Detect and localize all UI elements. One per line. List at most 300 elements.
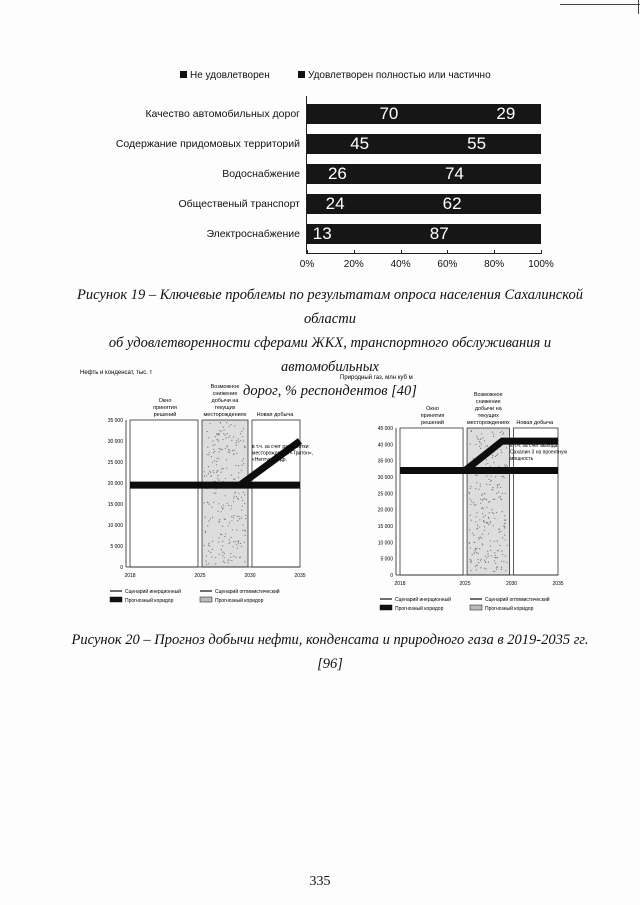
zone-label: Окно [158,398,172,404]
texture-dot [484,440,485,441]
texture-dot [481,495,482,496]
texture-dot [469,542,470,543]
caption-line: Рисунок 20 – Прогноз добычи нефти, конденсата и природного газа в 2019-2035 гг. [96] [71,632,589,672]
texture-dot [222,541,223,542]
texture-dot [223,427,224,428]
texture-dot [498,491,499,492]
texture-dot [209,471,210,472]
texture-dot [242,436,243,437]
texture-dot [211,507,212,508]
texture-dot [207,525,208,526]
texture-dot [476,552,477,553]
texture-dot [507,545,508,546]
y-axis-line [306,96,307,254]
chart-title: Нефть и конденсат, тыс. т [80,370,153,376]
texture-dot [480,486,481,487]
texture-dot [208,545,209,546]
texture-dot [207,447,208,448]
texture-dot [245,447,246,448]
bar-category-label: Качество автомобильных дорог [145,108,300,120]
texture-dot [471,560,472,561]
texture-dot [243,463,244,464]
y-tick-label: 30 000 [107,439,123,445]
texture-dot [230,553,231,554]
texture-dot [480,559,481,560]
texture-dot [238,472,239,473]
texture-dot [231,520,232,521]
texture-dot [476,482,477,483]
texture-dot [480,484,481,485]
texture-dot [492,489,493,490]
texture-dot [497,484,498,485]
texture-dot [497,550,498,551]
texture-dot [218,537,219,538]
y-tick-label: 25 000 [107,460,123,466]
texture-dot [208,473,209,474]
texture-dot [481,444,482,445]
texture-dot [233,556,234,557]
y-tick-label: 0 [390,573,393,579]
texture-dot [222,508,223,509]
texture-dot [228,559,229,560]
texture-dot [501,567,502,568]
zone-label: Новая добыча [256,412,294,418]
texture-dot [492,432,493,433]
texture-dot [493,513,494,514]
texture-dot [470,504,471,505]
texture-dot [230,424,231,425]
texture-dot [498,466,499,467]
texture-dot [217,458,218,459]
texture-dot [203,502,204,503]
texture-dot [480,448,481,449]
texture-dot [227,433,228,434]
zone-label: добычи на [474,406,502,412]
texture-dot [505,493,506,494]
bar-segment-satisfied: 62 [442,194,462,213]
texture-dot [219,451,220,452]
texture-dot [214,460,215,461]
texture-dot [216,439,217,440]
texture-dot [220,422,221,423]
texture-dot [208,520,209,521]
texture-dot [476,569,477,570]
texture-dot [471,520,472,521]
zone-label: добычи на [211,398,239,404]
texture-dot [208,452,209,453]
texture-dot [479,548,480,549]
texture-dot [493,499,494,500]
texture-dot [233,517,234,518]
texture-dot [497,541,498,542]
texture-dot [219,448,220,449]
texture-dot [492,512,493,513]
texture-dot [481,537,482,538]
texture-dot [228,426,229,427]
zone-label: решений [421,420,444,426]
bar-segment-satisfied: 74 [444,164,464,183]
texture-dot [489,512,490,513]
texture-dot [213,452,214,453]
legend-swatch [200,597,212,602]
texture-dot [494,518,495,519]
texture-dot [504,527,505,528]
legend-label: Сценарий оптимистический [215,589,280,595]
zone-decision-window [400,428,463,575]
texture-dot [492,457,493,458]
texture-dot [502,493,503,494]
texture-dot [222,555,223,556]
texture-dot [224,557,225,558]
texture-dot [501,499,502,500]
texture-dot [214,451,215,452]
texture-dot [219,554,220,555]
texture-dot [232,529,233,530]
texture-dot [477,559,478,560]
bar [307,194,541,214]
texture-dot [493,434,494,435]
texture-dot [494,560,495,561]
chart-annotation: «Нептун» и др. [252,457,287,463]
bar-segment-not-satisfied: 45 [350,134,370,153]
texture-dot [221,472,222,473]
texture-dot [483,508,484,509]
texture-dot [475,488,476,489]
texture-dot [232,450,233,451]
texture-dot [485,556,486,557]
texture-dot [241,546,242,547]
texture-dot [235,541,236,542]
texture-dot [493,571,494,572]
texture-dot [495,476,496,477]
texture-dot [231,505,232,506]
texture-dot [476,474,477,475]
texture-dot [474,550,475,551]
figure20-gas-chart [340,370,580,620]
texture-dot [469,493,470,494]
texture-dot [471,501,472,502]
texture-dot [505,570,506,571]
texture-dot [496,569,497,570]
texture-dot [229,542,230,543]
texture-dot [476,528,477,529]
texture-dot [206,475,207,476]
texture-dot [478,562,479,563]
texture-dot [471,430,472,431]
texture-dot [488,501,489,502]
texture-dot [493,525,494,526]
texture-dot [225,533,226,534]
zone-label: Возможное [473,392,503,398]
texture-dot [475,516,476,517]
texture-dot [213,445,214,446]
texture-dot [493,462,494,463]
texture-dot [501,561,502,562]
texture-dot [504,515,505,516]
legend-item-satisfied [298,70,491,81]
x-tick-label: 2030 [505,581,518,587]
texture-dot [244,561,245,562]
x-tick-label: 0% [299,259,315,270]
texture-dot [234,496,235,497]
texture-dot [225,495,226,496]
texture-dot [499,545,500,546]
texture-dot [479,446,480,447]
texture-dot [225,478,226,479]
texture-dot [217,475,218,476]
texture-dot [484,568,485,569]
bar-segment-not-satisfied: 24 [325,194,345,213]
texture-dot [230,508,231,509]
texture-dot [212,541,213,542]
texture-dot [502,434,503,435]
caption-line: Рисунок 19 – Ключевые проблемы по результатам опроса населения Сахалинской области [77,287,583,327]
texture-dot [218,503,219,504]
texture-dot [490,546,491,547]
texture-dot [242,500,243,501]
texture-dot [215,436,216,437]
texture-dot [243,492,244,493]
zone-label: месторождениях [466,420,510,426]
texture-dot [237,498,238,499]
texture-dot [488,524,489,525]
texture-dot [499,484,500,485]
texture-dot [224,519,225,520]
bar [307,164,541,184]
texture-dot [482,543,483,544]
texture-dot [245,530,246,531]
texture-dot [244,446,245,447]
texture-dot [238,438,239,439]
bar [307,224,541,244]
zone-label: принятия [420,413,445,419]
texture-dot [229,522,230,523]
texture-dot [210,472,211,473]
texture-dot [241,431,242,432]
texture-dot [484,530,485,531]
texture-dot [229,539,230,540]
texture-dot [499,531,500,532]
zone-label: Окно [426,406,439,412]
bar-category-label: Водоснабжение [222,168,300,180]
bar [307,134,541,154]
texture-dot [485,561,486,562]
x-tick-label: 20% [343,259,364,270]
texture-dot [220,534,221,535]
texture-dot [482,507,483,508]
zone-label: Возможное [210,384,240,390]
chart-annotation: Сахалин 3 на проектную [510,449,568,456]
texture-dot [237,548,238,549]
texture-dot [470,486,471,487]
bar-segment-not-satisfied: 26 [327,164,347,183]
texture-dot [229,543,230,544]
texture-dot [501,452,502,453]
texture-dot [476,548,477,549]
texture-dot [496,455,497,456]
texture-dot [474,504,475,505]
texture-dot [212,440,213,441]
texture-dot [484,526,485,527]
texture-dot [482,500,483,501]
texture-dot [494,552,495,553]
texture-dot [234,450,235,451]
texture-dot [238,465,239,466]
texture-dot [231,440,232,441]
texture-dot [241,470,242,471]
texture-dot [494,541,495,542]
texture-dot [208,437,209,438]
texture-dot [505,466,506,467]
texture-dot [217,511,218,512]
bar-segment-not-satisfied: 70 [379,104,399,123]
texture-dot [474,553,475,554]
texture-dot [490,522,491,523]
texture-dot [473,502,474,503]
texture-dot [469,559,470,560]
texture-dot [204,471,205,472]
texture-dot [231,560,232,561]
texture-dot [216,472,217,473]
zone-label: текущих [477,413,499,419]
texture-dot [473,535,474,536]
texture-dot [501,431,502,432]
texture-dot [475,504,476,505]
texture-dot [244,503,245,504]
x-tick-label: 2030 [244,573,256,579]
y-tick-label: 40 000 [377,442,393,449]
texture-dot [480,438,481,439]
texture-dot [227,525,228,526]
texture-dot [213,470,214,471]
texture-dot [504,535,505,536]
texture-dot [506,447,507,448]
texture-dot [213,502,214,503]
legend-swatch [470,605,482,610]
x-tick-label: 2018 [394,581,406,587]
x-tick-label: 80% [484,259,505,270]
texture-dot [221,506,222,507]
texture-dot [211,556,212,557]
texture-dot [225,434,226,435]
x-tick-label: 2025 [459,581,471,587]
texture-dot [236,544,237,545]
texture-dot [236,452,237,453]
texture-dot [212,549,213,550]
texture-dot [480,537,481,538]
texture-dot [215,488,216,489]
texture-dot [476,512,477,513]
texture-dot [227,445,228,446]
texture-dot [487,551,488,552]
texture-dot [243,440,244,441]
texture-dot [231,516,232,517]
texture-dot [476,565,477,566]
texture-dot [500,449,501,450]
texture-dot [486,507,487,508]
texture-dot [495,563,496,564]
texture-dot [235,492,236,493]
texture-dot [477,525,478,526]
texture-dot [238,441,239,442]
texture-dot [492,455,493,456]
texture-dot [221,431,222,432]
texture-dot [204,475,205,476]
texture-dot [491,480,492,481]
texture-dot [487,463,488,464]
texture-dot [484,498,485,499]
texture-dot [482,534,483,535]
zone-label: снижение [212,391,238,397]
texture-dot [229,435,230,436]
y-tick-label: 0 [120,565,123,571]
texture-dot [500,487,501,488]
texture-dot [478,489,479,490]
texture-dot [486,499,487,500]
texture-dot [228,562,229,563]
texture-dot [243,428,244,429]
texture-dot [224,536,225,537]
figure20-oil-chart [80,365,314,615]
texture-dot [500,432,501,433]
texture-dot [486,476,487,477]
texture-dot [494,557,495,558]
texture-dot [485,446,486,447]
texture-dot [224,562,225,563]
legend-swatch [380,605,392,610]
texture-dot [475,444,476,445]
texture-dot [226,459,227,460]
texture-dot [242,524,243,525]
texture-dot [233,501,234,502]
texture-dot [480,503,481,504]
zone-label: Новая добыча [516,420,554,426]
legend-label: Прогнозный коридор [125,598,174,604]
y-tick-label: 15 000 [107,502,123,508]
texture-dot [238,540,239,541]
chart-annotation: мощность [510,456,534,462]
texture-dot [243,458,244,459]
texture-dot [473,458,474,459]
texture-dot [484,522,485,523]
texture-dot [487,445,488,446]
texture-dot [241,497,242,498]
page-edge-line [560,4,640,5]
texture-dot [500,496,501,497]
texture-dot [208,543,209,544]
bar-category-label: Электроснабжение [206,228,300,240]
texture-dot [494,571,495,572]
texture-dot [503,477,504,478]
texture-dot [224,553,225,554]
bar-segment-not-satisfied: 13 [312,224,332,243]
y-tick-label: 35 000 [377,458,393,465]
texture-dot [240,440,241,441]
texture-dot [472,554,473,555]
legend-label: Прогнозный коридор [215,598,264,604]
texture-dot [486,568,487,569]
texture-dot [228,451,229,452]
texture-dot [223,561,224,562]
texture-dot [240,557,241,558]
texture-dot [219,519,220,520]
texture-dot [205,532,206,533]
texture-dot [470,547,471,548]
texture-dot [236,440,237,441]
texture-dot [497,557,498,558]
texture-dot [210,423,211,424]
legend-label: Сценарий оптимистический [485,597,550,603]
